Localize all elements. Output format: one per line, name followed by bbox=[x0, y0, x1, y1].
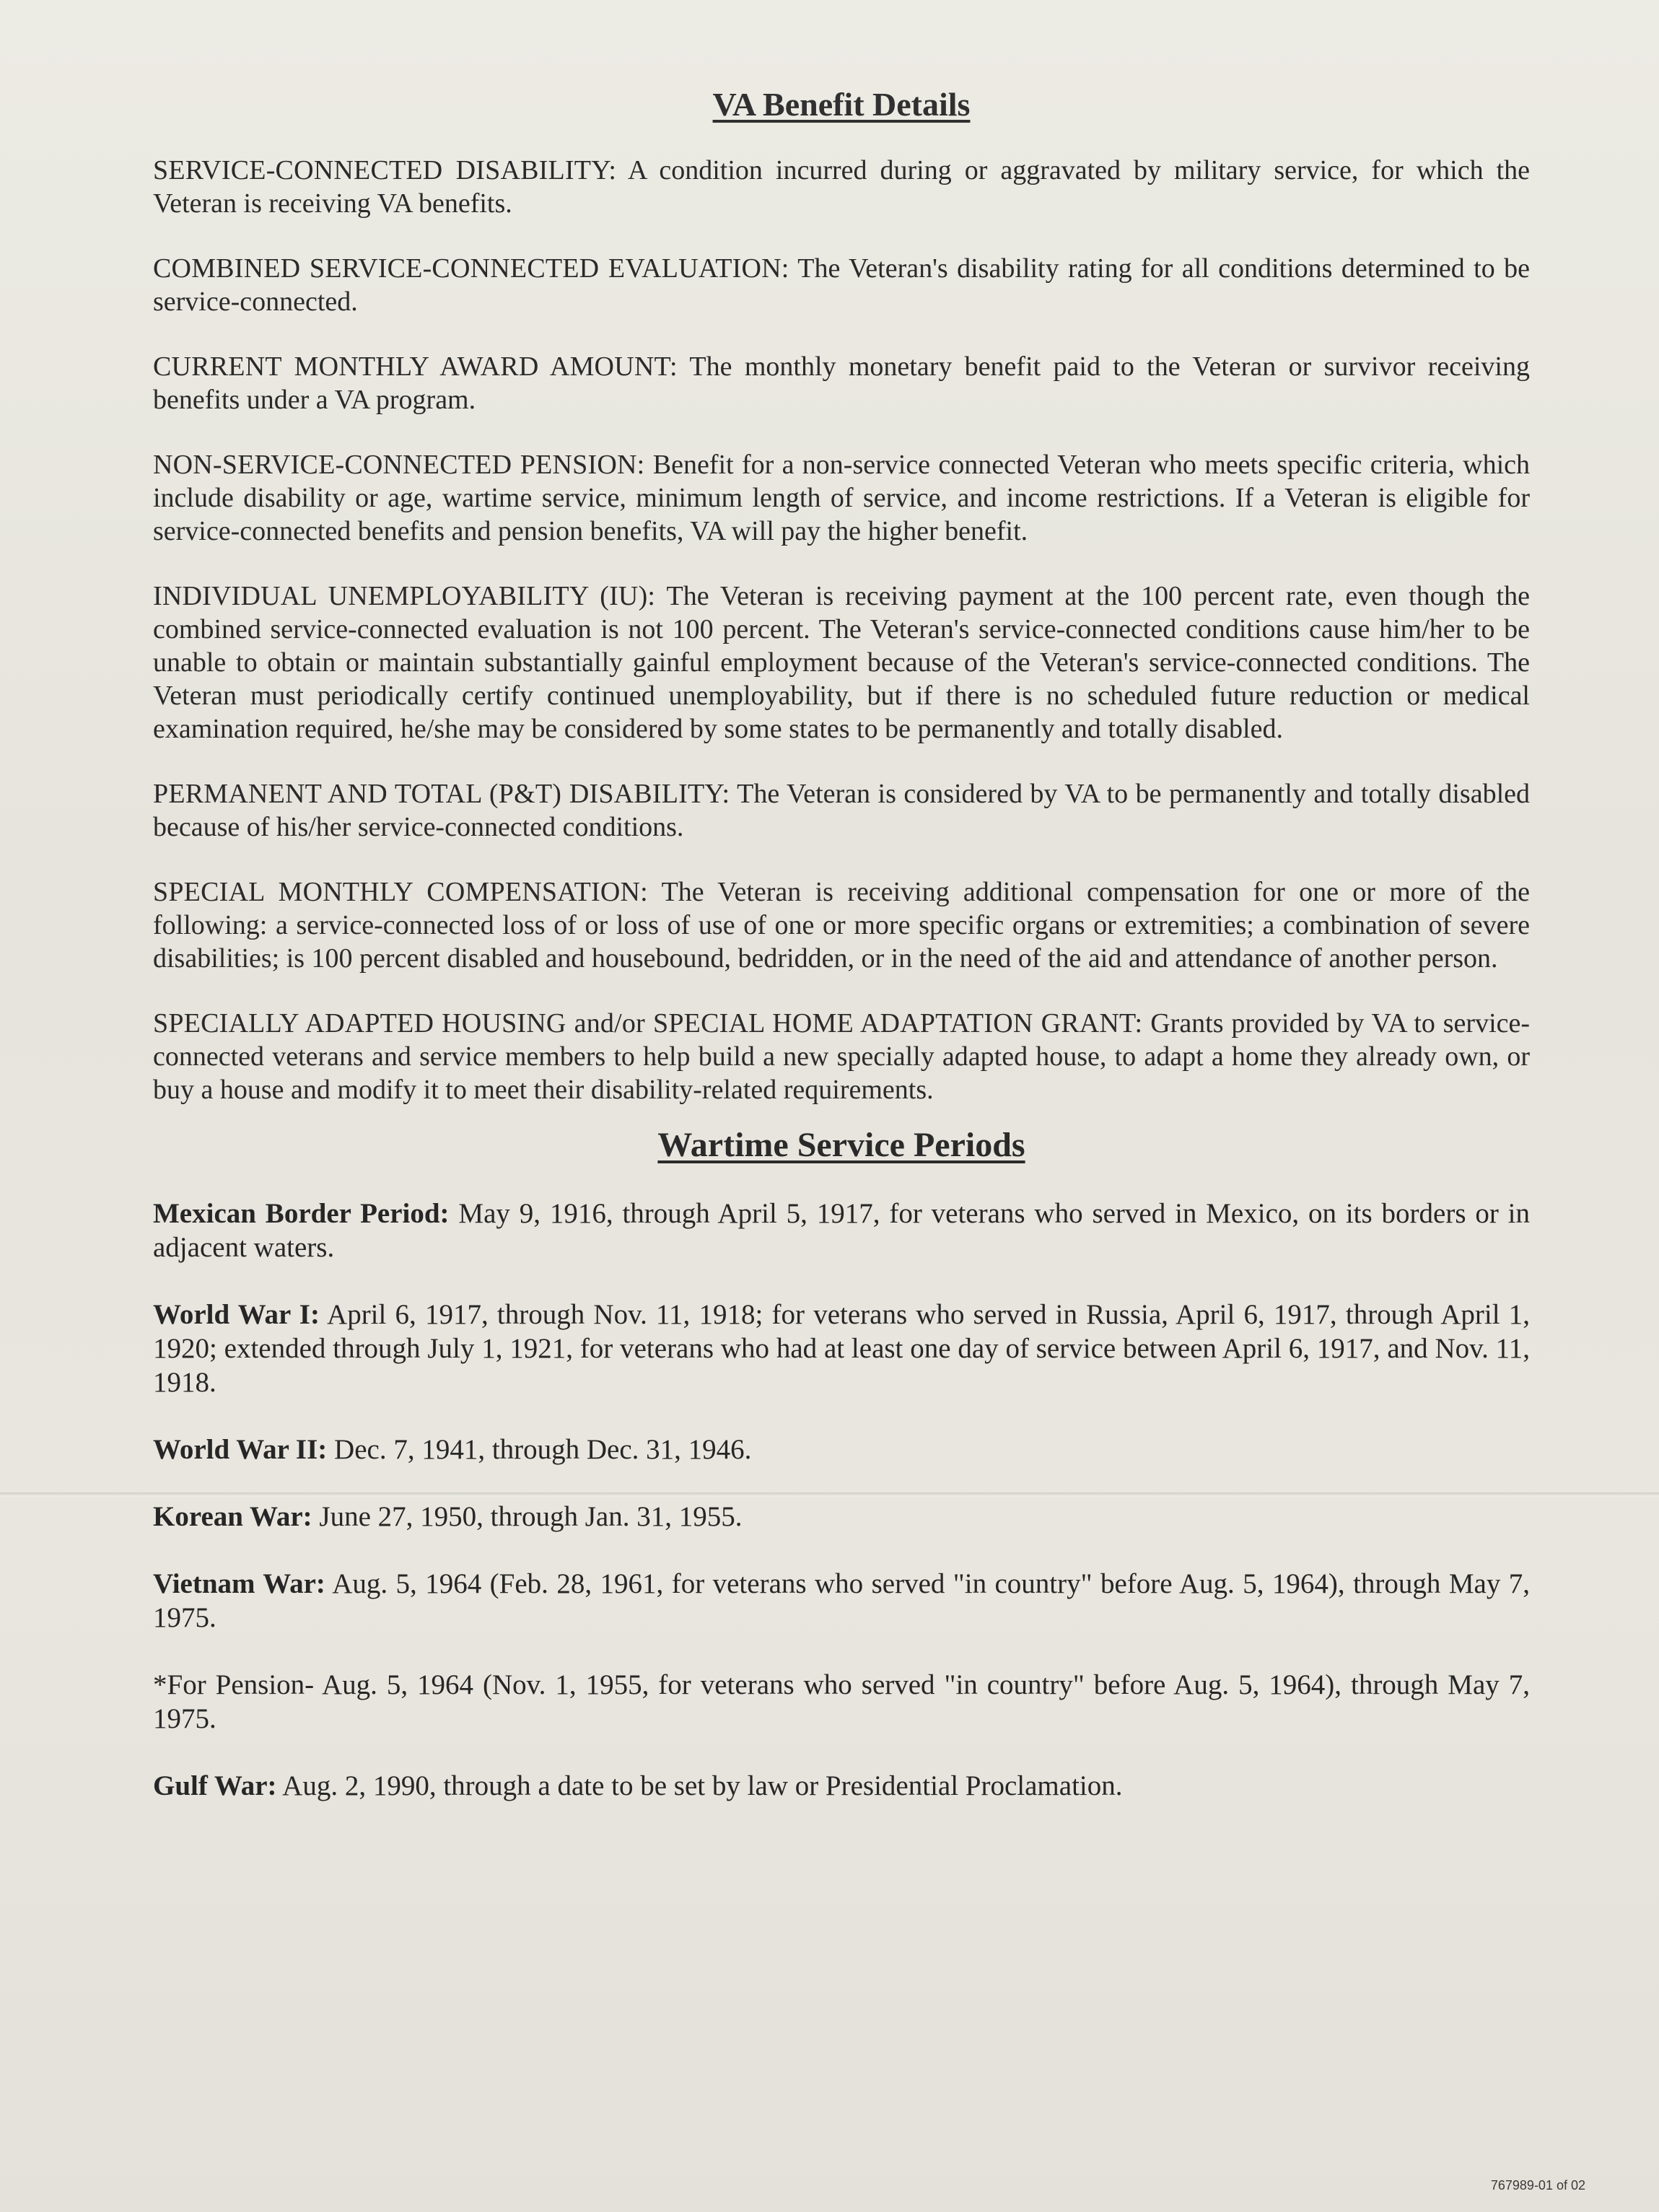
period-text: Aug. 2, 1990, through a date to be set by law or Presidential Proclamation. bbox=[282, 1770, 1123, 1801]
benefit-entry bbox=[153, 777, 1530, 844]
period-name: World War I: bbox=[153, 1299, 320, 1330]
period-name: World War II: bbox=[153, 1434, 328, 1465]
pension-note bbox=[153, 1668, 1530, 1736]
page-title: VA Benefit Details bbox=[712, 86, 971, 123]
benefit-term: COMBINED SERVICE-CONNECTED EVALUATION: bbox=[153, 253, 789, 284]
form-code: 767989-01 of 02 bbox=[1490, 2178, 1585, 2193]
wartime-period bbox=[153, 1298, 1530, 1399]
benefit-definition: The monthly monetary benefit paid to the Veteran or survivor receiving benefits under a VA program. bbox=[153, 351, 1530, 415]
benefit-definition: The Veteran is receiving additional compensation for one or more of the following: a service-connected loss of or loss of use of one or more specific organs or extremities; a combination of severe disabilities; is 100 percent disabled and housebound, bedridden, or in the need of the aid and attendance of another person. bbox=[153, 877, 1530, 974]
period-name: Vietnam War: bbox=[153, 1568, 325, 1599]
benefit-definition: Benefit for a non-service connected Veteran who meets specific criteria, which include disability or age, wartime service, minimum length of service, and income restrictions. If a Veteran is eligible for service-connected benefits and pension benefits, VA will pay the higher benefit. bbox=[153, 450, 1530, 546]
period-text: Aug. 5, 1964 (Feb. 28, 1961, for veterans who served "in country" before Aug. 5, 1964), through May 7, 1975. bbox=[153, 1568, 1531, 1633]
benefit-entry bbox=[153, 448, 1530, 548]
benefit-term: PERMANENT AND TOTAL (P&T) DISABILITY: bbox=[153, 779, 730, 809]
benefit-definition: A condition incurred during or aggravated by military service, for which the Veteran is receiving VA benefits. bbox=[153, 155, 1530, 219]
benefit-definition: Grants provided by VA to service-connected veterans and service members to help build a new specially adapted house, to adapt a home they already own, or buy a house and modify it to meet their disability-related requirements. bbox=[153, 1008, 1531, 1105]
benefit-term: CURRENT MONTHLY AWARD AMOUNT: bbox=[153, 351, 678, 382]
period-text: June 27, 1950, through Jan. 31, 1955. bbox=[319, 1501, 743, 1532]
benefit-term: SERVICE-CONNECTED DISABILITY: bbox=[153, 155, 617, 185]
benefit-entry bbox=[153, 875, 1530, 975]
benefit-entry bbox=[153, 154, 1530, 220]
wartime-period bbox=[153, 1769, 1530, 1803]
period-text: May 9, 1916, through April 5, 1917, for veterans who served in Mexico, on its borders or in adjacent waters. bbox=[153, 1198, 1531, 1263]
period-name: Korean War: bbox=[153, 1501, 312, 1532]
period-name: Gulf War: bbox=[153, 1770, 277, 1801]
wartime-period bbox=[153, 1500, 1530, 1534]
period-text: *For Pension- Aug. 5, 1964 (Nov. 1, 1955, for veterans who served "in country" before Aug. 5, 1964), through May 7, 1975. bbox=[153, 1669, 1530, 1734]
period-text: April 6, 1917, through Nov. 11, 1918; for veterans who served in Russia, April 6, 1917, through April 1, 1920; extended through July 1, 1921, for veterans who had at least one day of service between April 6, 1917, and Nov. 11, 1918. bbox=[153, 1299, 1530, 1398]
benefit-term: NON-SERVICE-CONNECTED PENSION: bbox=[153, 450, 645, 480]
benefit-term: SPECIALLY ADAPTED HOUSING and/or SPECIAL HOME ADAPTATION GRANT: bbox=[153, 1008, 1143, 1039]
benefit-entry bbox=[153, 350, 1530, 416]
document-content bbox=[153, 85, 1530, 1836]
benefit-term: SPECIAL MONTHLY COMPENSATION: bbox=[153, 877, 648, 907]
benefit-definition: The Veteran's disability rating for all conditions determined to be service-connected. bbox=[153, 253, 1530, 317]
wartime-period bbox=[153, 1433, 1530, 1466]
benefit-definition: The Veteran is receiving payment at the 100 percent rate, even though the combined service-connected evaluation is not 100 percent. The Veteran's service-connected conditions cause him/her to be unable to obtain or maintain substantially gainful employment because of the Veteran's service-connected conditions. The Veteran must periodically certify continued unemployability, but if there is no scheduled future reduction or medical examination required, he/she may be considered by some states to be permanently and totally disabled. bbox=[153, 581, 1530, 744]
benefit-definition: The Veteran is considered by VA to be permanently and totally disabled because of his/her service-connected conditions. bbox=[153, 779, 1530, 842]
benefit-entry bbox=[153, 580, 1530, 746]
period-text: Dec. 7, 1941, through Dec. 31, 1946. bbox=[334, 1434, 752, 1465]
period-name: Mexican Border Period: bbox=[153, 1198, 450, 1229]
wartime-section-title: Wartime Service Periods bbox=[657, 1126, 1025, 1164]
wartime-period bbox=[153, 1197, 1530, 1264]
wartime-period bbox=[153, 1567, 1530, 1635]
benefit-term: INDIVIDUAL UNEMPLOYABILITY (IU): bbox=[153, 581, 656, 611]
benefit-entry bbox=[153, 252, 1530, 318]
benefit-entry bbox=[153, 1007, 1530, 1106]
